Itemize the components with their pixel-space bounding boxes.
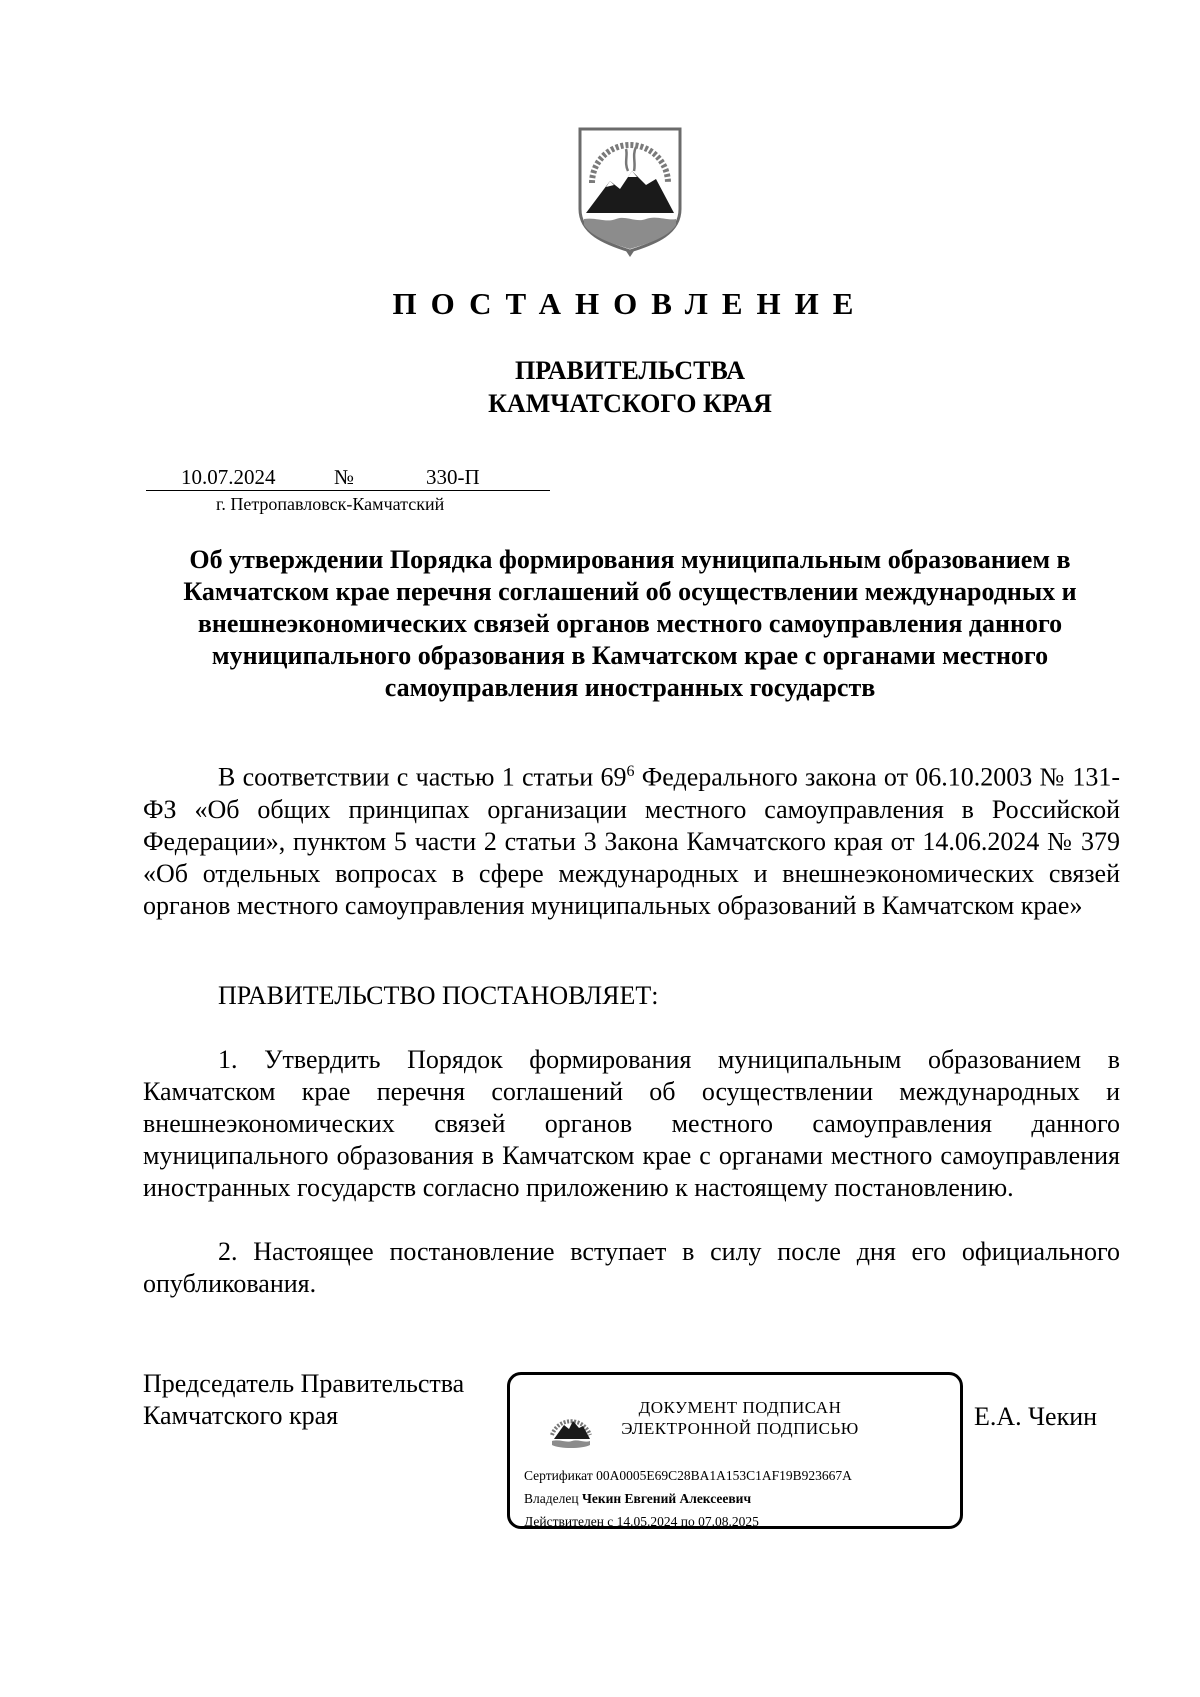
owner-value: Чекин Евгений Алексеевич: [581, 1491, 752, 1506]
resolves-heading: ПРАВИТЕЛЬСТВО ПОСТАНОВЛЯЕТ:: [218, 981, 659, 1010]
certificate-label: Сертификат: [524, 1468, 593, 1483]
date-underline: [146, 490, 550, 491]
preamble-paragraph: [143, 756, 1120, 922]
certificate-value: 00A0005E69C28BA1A153C1AF19B923667A: [596, 1468, 852, 1483]
item-1-text: 1. Утвердить Порядок формирования муниципальным образованием в Камчатском крае перечня соглашений об осуществлении международных и внешнеэкономических связей органов местного самоуправления данного муниципального образования в Камчатском крае с органами местного самоуправления иностранных государств согласно приложению к настоящему постановлению.: [143, 1045, 1120, 1202]
document-type-heading: ПОСТАНОВЛЕНИЕ: [392, 286, 868, 321]
document-date: 10.07.2024: [181, 465, 276, 489]
issuer-line-1: ПРАВИТЕЛЬСТВА: [515, 356, 745, 385]
valid-from-label: Действителен с: [524, 1514, 614, 1529]
issuer-line-2: КАМЧАТСКОГО КРАЯ: [488, 389, 772, 418]
signer-name: Е.А. Чекин: [974, 1402, 1098, 1431]
stamp-title-line-1: ДОКУМЕНТ ПОДПИСАН: [638, 1398, 842, 1417]
owner-label: Владелец: [524, 1491, 579, 1506]
validity-line: [524, 1514, 759, 1530]
signer-position-line-2: Камчатского края: [143, 1401, 339, 1430]
certificate-line: [524, 1468, 852, 1484]
number-sign: №: [334, 465, 355, 489]
stamp-emblem-icon: [546, 1401, 596, 1451]
valid-from-date: 14.05.2024: [616, 1514, 678, 1529]
document-number: 330-П: [426, 465, 480, 489]
owner-line: [524, 1491, 751, 1507]
coat-of-arms-icon: [576, 125, 684, 259]
signer-position: [143, 1368, 464, 1432]
signer-position-line-1: Председатель Правительства: [143, 1369, 465, 1398]
document-subject: Об утверждении Порядка формирования муниципальным образованием в Камчатском крае перечня соглашений об осуществлении международных и внешнеэкономических связей органов местного самоуправления данного муниципального образования в Камчатском крае с органами местного самоуправления иностранных государств: [183, 545, 1077, 702]
electronic-signature-stamp: [507, 1372, 963, 1529]
item-1-paragraph: [143, 1044, 1120, 1204]
valid-to-date: 07.08.2025: [698, 1514, 759, 1529]
date-number-row: [146, 465, 550, 493]
stamp-title-line-2: ЭЛЕКТРОННОЙ ПОДПИСЬЮ: [621, 1419, 859, 1438]
issue-city: г. Петропавловск-Камчатский: [216, 494, 445, 514]
stamp-title: [610, 1397, 870, 1439]
item-2-text: 2. Настоящее постановление вступает в силу после дня его официального опубликования.: [143, 1237, 1120, 1298]
preamble-text-end: Федерального закона от 06.10.2003 № 131-ФЗ «Об общих принципах организации местного самоуправления в Российской Федерации», пунктом 5 части 2 статьи 3 Закона Камчатского края от 14.06.2024 № 379 «Об отдельных вопросах в сфере международных и внешнеэкономических связей органов местного самоуправления муниципальных образований в Камчатском крае»: [143, 762, 1120, 920]
valid-to-label: по: [680, 1514, 695, 1529]
item-2-paragraph: [143, 1236, 1120, 1300]
article-superscript: 6: [626, 763, 635, 780]
preamble-text-start: В соответствии с частью 1 статьи 69: [218, 762, 627, 792]
